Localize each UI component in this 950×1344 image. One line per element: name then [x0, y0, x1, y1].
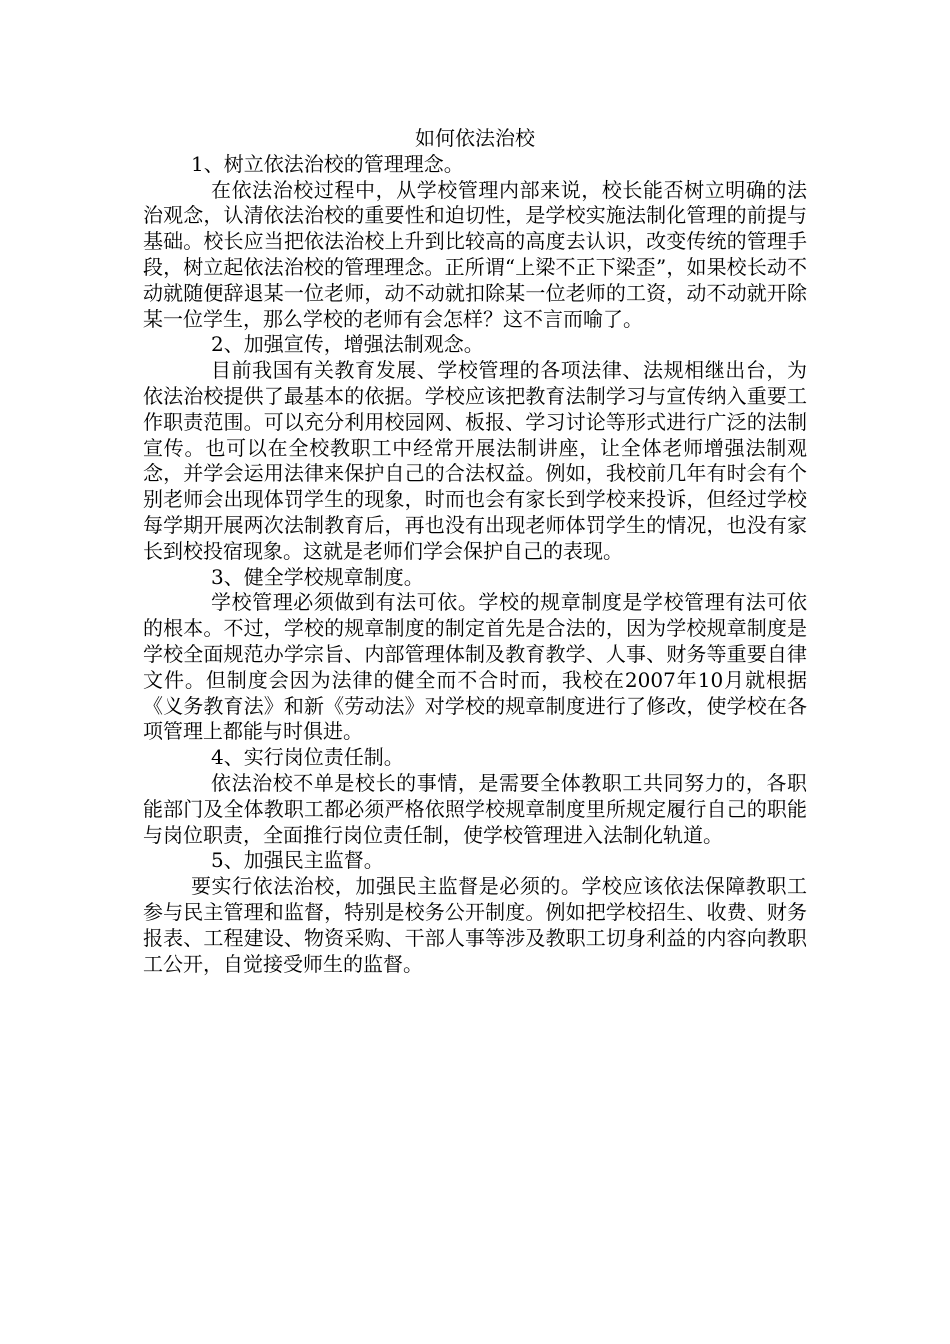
section-heading-5: 5、加强民主监督。 — [211, 848, 384, 873]
section-body-4: 依法治校不单是校长的事情，是需要全体教职工共同努力的，各职能部门及全体教职工都必须严格依照学校规章制度里所规定履行自己的职能与岗位职责，全面推行岗位责任制，使学校管理进入法制化轨道。 — [143, 770, 807, 847]
section-body-5: 要实行依法治校，加强民主监督是必须的。学校应该依法保障教职工参与民主管理和监督，特别是校务公开制度。例如把学校招生、收费、财务报表、工程建设、物资采购、干部人事等涉及教职工切身利益的内容向教职工公开，自觉接受师生的监督。 — [143, 874, 807, 976]
section-body-3: 学校管理必须做到有法可依。学校的规章制度是学校管理有法可依的根本。不过，学校的规章制度的制定首先是合法的，因为学校规章制度是学校全面规范办学宗旨、内部管理体制及教育教学、人事、财务等重要自律文件。但制度会因为法律的健全而不合时而，我校在2007年10月就根据《义务教育法》和新《劳动法》对学校的规章制度进行了修改，使学校在各项管理上都能与时俱进。 — [143, 590, 807, 744]
section-heading-1: 1、树立依法治校的管理理念。 — [191, 151, 464, 176]
section-body-2: 目前我国有关教育发展、学校管理的各项法律、法规相继出台，为依法治校提供了最基本的依据。学校应该把教育法制学习与宣传纳入重要工作职责范围。可以充分利用校园网、板报、学习讨论等形式进行广泛的法制宣传。也可以在全校教职工中经常开展法制讲座，让全体老师增强法制观念，并学会运用法律来保护自己的合法权益。例如，我校前几年有时会有个别老师会出现体罚学生的现象，时而也会有家长到学校来投诉，但经过学校每学期开展两次法制教育后，再也没有出现老师体罚学生的情况，也没有家长到校投宿现象。这就是老师们学会保护自己的表现。 — [143, 358, 807, 563]
section-heading-3: 3、健全学校规章制度。 — [211, 564, 424, 589]
section-body-1: 在依法治校过程中，从学校管理内部来说，校长能否树立明确的法治观念，认清依法治校的重要性和迫切性，是学校实施法制化管理的前提与基础。校长应当把依法治校上升到比较高的高度去认识，改变传统的管理手段，树立起依法治校的管理理念。正所谓“上梁不正下梁歪”，如果校长动不动就随便辞退某一位老师，动不动就扣除某一位老师的工资，动不动就开除某一位学生，那么学校的老师有会怎样？这不言而喻了。 — [143, 177, 807, 331]
document-title: 如何依法治校 — [415, 126, 535, 150]
section-heading-4: 4、实行岗位责任制。 — [211, 745, 404, 770]
section-heading-2: 2、加强宣传，增强法制观念。 — [211, 332, 484, 357]
document-body — [143, 126, 807, 977]
